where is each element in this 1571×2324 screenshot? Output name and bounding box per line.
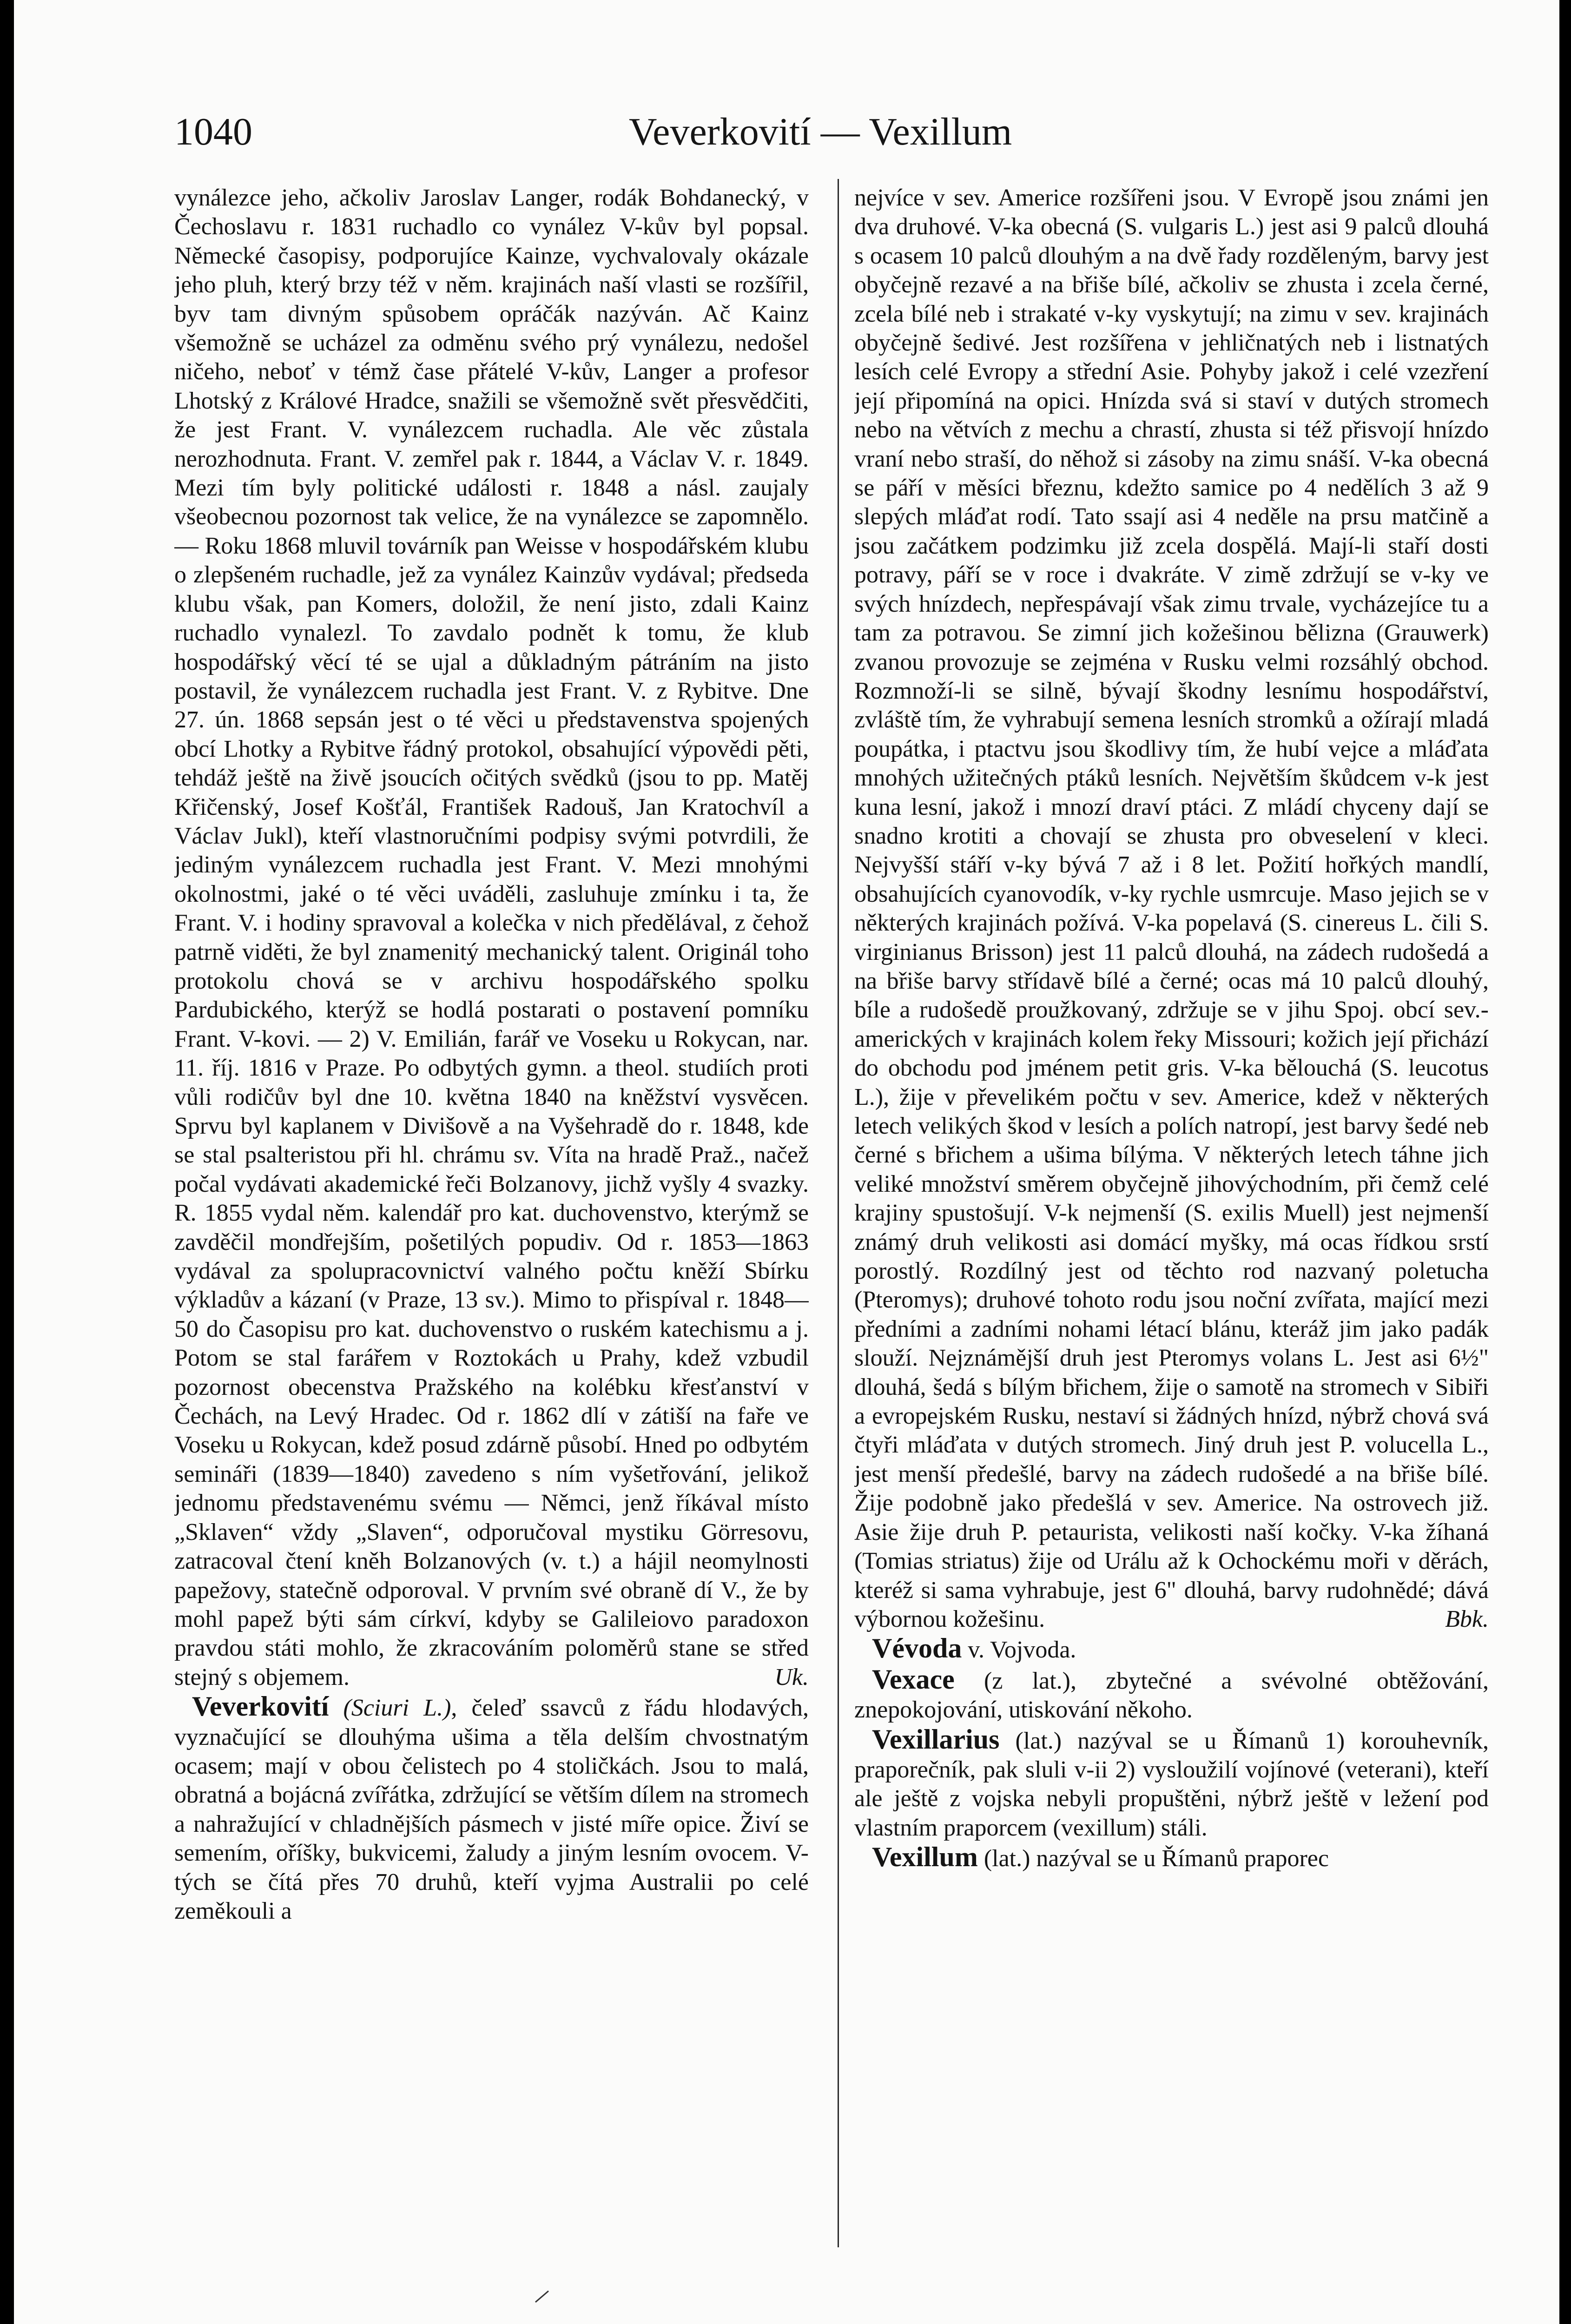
- entry-vexillarius: [854, 1725, 1489, 1843]
- entry-vevoda: [854, 1634, 1489, 1664]
- entry-text: (lat.) nazýval se u Římanů praporec: [977, 1845, 1329, 1872]
- entry-text: (lat.) nazýval se u Římanů 1) korouhevník, praporečník, pak sluli v-ii 2) vysloužilí vojínové (veterani), kteří ale ještě z vojska nebyli propuštěni, nýbrž ještě v ležení pod vlastním praporcem (vexillum) stáli.: [854, 1727, 1489, 1841]
- entry-headword: Vexace: [872, 1664, 955, 1695]
- stray-ink-mark: [535, 2289, 550, 2303]
- entry-headword: Vexillum: [872, 1842, 978, 1873]
- entry-continuation: [174, 184, 809, 1692]
- entry-headword: Veverkovití: [192, 1691, 329, 1722]
- entry-vexillum: [854, 1842, 1489, 1873]
- entry-continuation-right-text: nejvíce v sev. Americe rozšířeni jsou. V Evropě jsou známi jen dva druhové. V-ka obecná (S. vulgaris L.) jest asi 9 palců dlouhá s ocasem 10 palců dlouhým a na dvě řady rozděleným, barvy jest obyčejně rezavé a na břiše bílé, ačkoliv se zhusta i zcela černé, zcela bílé neb i strakaté v-ky vyskytují; na zimu v sev. krajinách obyčejně šedivé. Jest rozšířena v jehličnatých neb i listnatých lesích celé Evropy a střední Asie. Pohyby jakož i celé vzezření její připomíná na opici. Hnízda svá si staví v dutých stromech nebo na větvích z mechu a chrastí, zhusta si též přisvojí hnízdo vraní nebo straší, do něhož si zásoby na zimu snáší. V-ka obecná se páří v měsíci březnu, kdežto samice po 4 nedělích 3 až 9 slepých mláďat rodí. Tato ssají asi 4 neděle na prsu matčině a jsou začátkem podzimku již zcela dospělá. Mají-li staří dosti potravy, páří se v roce i dvakráte. V zimě zdržují se v-ky ve svých hnízdech, nepřespávají však zimu trvale, vycházejíce tu a tam za potravou. Se zimní jich kožešinou bělizna (Grauwerk) zvanou provozuje se zejména v Rusku velmi rozsáhlý obchod. Rozmnoží-li se silně, bývají škodny lesnímu hospodářství, zvláště tím, že vyhrabují semena lesních stromků a ožírají mladá poupátka, i ptactvu jsou škodlivy tím, že hubí vejce a mláďata mnohých užitečných ptáků lesních. Největším škůdcem v-k jest kuna lesní, jakož i mnozí draví ptáci. Z mládí chyceny dají se snadno krotiti a chovají se zhusta pro obveselení v kleci. Nejvyšší stáří v-ky bývá 7 až i 8 let. Požití hořkých mandlí, obsahujících cyanovodík, v-ky rychle usmrcuje. Maso jejich se v některých krajinách požívá. V-ka popelavá (S. cinereus L. čili S. virginianus Brisson) jest 11 palců dlouhá, na zádech rudošedá a na břiše barvy střídavě bílé a černé; ocas má 10 palců dlouhý, bíle a rudošedě proužkovaný, zdržuje se v jihu Spoj. obcí sev.-amerických v krajinách kolem řeky Missouri; kožich její přichází do obchodu pod jménem petit gris. V-ka bělouchá (S. leucotus L.), žije v převelikém počtu v sev. Americe, kdež v některých letech velikých škod v lesích a polích natropí, jest barvy šedé neb černé s břichem a ušima bílýma. V některých letech táhne jich veliké množství směrem obyčejně jihovýchodním, při čemž celé krajiny spustošují. V-k nejmenší (S. exilis Muell) jest nejmenší známý druh velikosti asi domácí myšky, má ocas řídkou srstí porostlý. Rozdílný jest od těchto rod nazvaný poletucha (Pteromys); druhové tohoto rodu jsou noční zvířata, mající mezi předními a zadními nohami létací blánu, kteráž jim jako padák slouží. Nejznámější druh jest Pteromys volans L. Jest asi 6½" dlouhá, šedá s bílým břichem, žije o samotě na stromech v Sibiři a evropejském Rusku, nestaví si žádných hnízd, nýbrž chová svá čtyři mláďata v dutých stromech. Jiný druh jest P. volucella L., jest menší předešlé, barvy na zádech rudošedé a na břiše bílé. Žije podobně jako předešlá v sev. Americe. Na ostrovech již. Asie žije druh P. petaurista, velikosti naší kočky. V-ka žíhaná (Tomias striatus) žije od Urálu až k Ochockému moři v děrách, kteréž si sama vyhrabuje, jest 6" dlouhá, barvy rudohnědé; dává výbornou kožešinu.: [854, 185, 1489, 1632]
- right-column: [854, 184, 1489, 2324]
- entry-continuation-text: vynálezce jeho, ačkoliv Jaroslav Langer, rodák Bohdanecký, v Čechoslavu r. 1831 ruchadlo co vynález V-kův byl popsal. Německé časopisy, podporujíce Kainze, vychvalovaly okázale jeho pluh, který brzy též v něm. krajinách naší vlasti se rozšířil, byv tam divným spůsobem opráčák nazýván. Ač Kainz všemožně se ucházel za odměnu svého prý vynálezu, nedošel ničeho, neboť v témž čase přátelé V-kův, Langer a profesor Lhotský z Králové Hradce, snažili se všemožně svět přesvědčiti, že jest Frant. V. vynálezcem ruchadla. Ale věc zůstala nerozhodnuta. Frant. V. zemřel pak r. 1844, a Václav V. r. 1849. Mezi tím byly politické události r. 1848 a násl. zaujaly všeobecnou pozornost tak velice, že na vynálezce se zapomnělo. — Roku 1868 mluvil továrník pan Weisse v hospodářském klubu o zlepšeném ruchadle, jež za vynález Kainzův vydával; předseda klubu však, pan Komers, doložil, že není jisto, zdali Kainz ruchadlo vynalezl. To zavdalo podnět k tomu, že klub hospodářský věcí té se ujal a důkladným pátráním na jisto postavil, že vynálezcem ruchadla jest Frant. V. z Rybitve. Dne 27. ún. 1868 sepsán jest o té věci u představenstva spojených obcí Lhotky a Rybitve řádný protokol, obsahující výpovědi pěti, tehdáž ještě na živě jsoucích očitých svědků (jsou to pp. Matěj Křičenský, Josef Košťál, František Radouš, Jan Kratochvíl a Václav Jukl), kteří vlastnoručními podpisy svými potvrdili, že jediným vynálezcem ruchadla jest Frant. V. Mezi mnohými okolnostmi, jaké o té věci uváděli, zasluhuje zmínku i ta, že Frant. V. i hodiny spravoval a kolečka v nich předělával, z čehož patrně viděti, že byl znamenitý mechanický talent. Originál toho protokolu chová se v archivu hospodářského spolku Pardubického, kterýž se hodlá postarati o postavení pomníku Frant. V-kovi. — 2) V. Emilián, farář ve Voseku u Rokycan, nar. 11. říj. 1816 v Praze. Po odbytých gymn. a theol. studiích proti vůli rodičův byl dne 10. května 1840 na kněžství vysvěcen. Sprvu byl kaplanem v Divišově a na Vyšehradě do r. 1848, kde se stal psalteristou při hl. chrámu sv. Víta na hradě Praž., načež počal vydávati akademické řeči Bolzanovy, jichž vyšly 4 svazky. R. 1855 vydal něm. kalendář pro kat. duchovenstvo, kterýmž se zavděčil mondřejším, pošetilých popudiv. Od r. 1853—1863 vydával za spolupracovnictví valného počtu kněží Sbírku výkladův a kázaní (v Praze, 13 sv.). Mimo to přispíval r. 1848—50 do Časopisu pro kat. duchovenstvo o ruském katechismu a j. Potom se stal farářem v Roztokách u Prahy, kdež vzbudil pozornost obecenstva Pražského na kolébku křesťanství v Čechách, na Levý Hradec. Od r. 1862 dlí v zátiší na faře ve Voseku u Rokycan, kdež posud zdárně působí. Hned po odbytém semináři (1839—1840) zavedeno s ním vyšetřování, jelikož jednomu představenému svému — Němci, jenž říkával místo „Sklaven“ vždy „Slaven“, odporučoval mystiku Görresovu, zatracoval čtení kněh Bolzanových (v. t.) a hájil neomylnosti papežovy, statečně odporoval. V prvním své obraně dí V., že by mohl papež býti sám církví, kdyby se Galileiovo paradoxon pravdou státi mohlo, že zkracováním poloměrů stane se střed stejný s objemem.: [174, 185, 809, 1690]
- column-divider: [838, 179, 839, 2247]
- left-column: [174, 184, 809, 2324]
- entry-vexace: [854, 1665, 1489, 1725]
- entry-continuation-right: [854, 184, 1489, 1634]
- entry-headword: Vexillarius: [872, 1723, 1000, 1755]
- entry-text: v. Vojvoda.: [962, 1637, 1076, 1664]
- entry-text: (z lat.), zbytečné a svévolné obtěžování, znepokojování, utiskování někoho.: [854, 1667, 1489, 1723]
- page-header: [174, 109, 1466, 160]
- entry-text: , čeleď ssavců z řádu hlodavých, vyznačující se dlouhýma ušima a těla delším chvostnatým ocasem; mají v obou čelistech po 4 stoličkách. Jsou to malá, obratná a bojácná zvířátka, zdržující se větším dílem na stromech a nahražující v chladnějších pásmech v jisté míře opice. Živí se semením, oříšky, bukvicemi, žaludy a jiným lesním ovocem. V-tých se čítá přes 70 druhů, kteří vyjma Australii po celé zeměkouli a: [174, 1695, 809, 1924]
- dictionary-page: [14, 0, 1559, 2324]
- entry-latin-name: (Sciuri L.): [343, 1695, 451, 1722]
- author-signature: Uk.: [774, 1664, 809, 1690]
- author-signature-right: Bbk.: [1445, 1605, 1489, 1632]
- running-title: Veverkovití — Vexillum: [628, 110, 1012, 153]
- page-number: 1040: [174, 110, 252, 153]
- entry-veverkoviti: [174, 1692, 809, 1926]
- entry-headword: Vévoda: [872, 1633, 962, 1664]
